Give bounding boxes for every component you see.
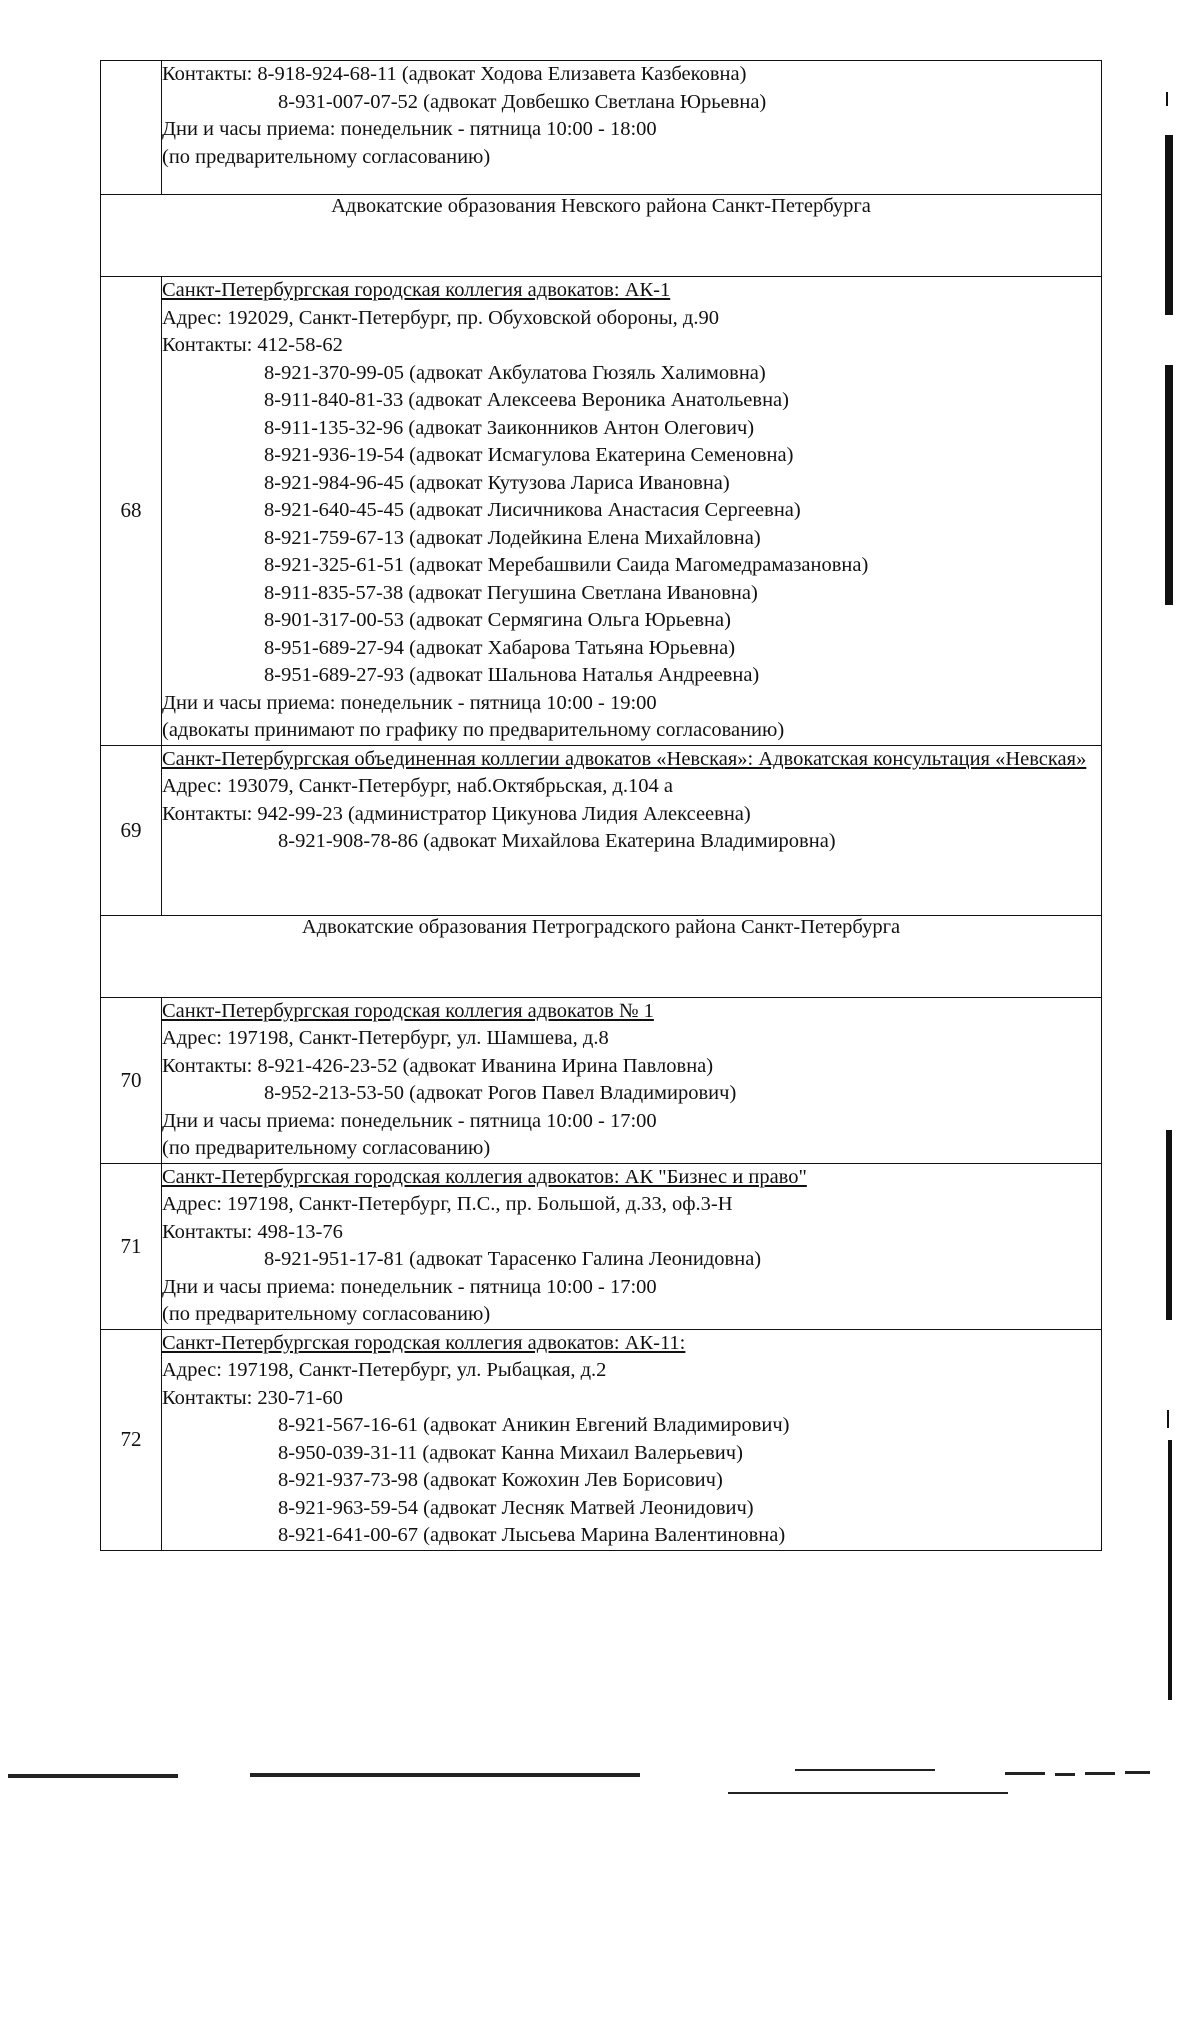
- scan-artifact: [1125, 1771, 1150, 1774]
- phone-line: 8-952-213-53-50 (адвокат Рогов Павел Владимирович): [264, 1082, 737, 1104]
- phone-line: 8-931-007-07-52 (адвокат Довбешко Светлана Юрьевна): [278, 90, 767, 113]
- phone-line: 8-921-936-19-54 (адвокат Исмагулова Екатерина Семеновна): [264, 444, 794, 466]
- hours-line: Дни и часы приема: понедельник - пятница 10:00 - 18:00: [162, 118, 657, 140]
- phone-line: 8-921-370-99-05 (адвокат Акбулатова Гюзяль Халимовна): [264, 361, 766, 384]
- contacts-line: Контакты: 498-13-76: [162, 1220, 343, 1243]
- row-number: 71: [101, 1163, 162, 1329]
- contacts-line: Контакты: 8-918-924-68-11 (адвокат Ходова Елизавета Казбековна): [162, 63, 747, 85]
- address-line: Адрес: 197198, Санкт-Петербург, П.С., пр. Большой, д.33, оф.3-Н: [162, 1193, 733, 1215]
- scan-artifact: [1166, 1130, 1172, 1320]
- row-number: 68: [101, 277, 162, 746]
- org-name: Санкт-Петербургская городская коллегия адвокатов: АК "Бизнес и право": [162, 1165, 807, 1188]
- scan-artifact: [1165, 365, 1173, 605]
- address-line: Адрес: 197198, Санкт-Петербург, ул. Шамшева, д.8: [162, 1027, 609, 1049]
- phone-line: 8-911-840-81-33 (адвокат Алексеева Вероника Анатольевна): [264, 389, 789, 411]
- scan-artifact: [1165, 135, 1173, 315]
- hours-line: Дни и часы приема: понедельник - пятница 10:00 - 19:00: [162, 691, 657, 714]
- table-row: [101, 277, 1102, 746]
- scan-artifact: [1166, 92, 1168, 106]
- contacts-line: Контакты: 942-99-23 (администратор Цикунова Лидия Алексеевна): [162, 802, 751, 825]
- row-number: 70: [101, 997, 162, 1163]
- scan-artifact: [728, 1792, 1008, 1794]
- attorney-table: [100, 60, 1102, 1551]
- phone-line: 8-921-951-17-81 (адвокат Тарасенко Галина Леонидовна): [264, 1248, 762, 1270]
- entry-body: [162, 1329, 1102, 1550]
- phone-line: 8-950-039-31-11 (адвокат Канна Михаил Валерьевич): [278, 1441, 743, 1464]
- phone-line: 8-921-984-96-45 (адвокат Кутузова Лариса Ивановна): [264, 471, 730, 494]
- note-line: (по предварительному согласованию): [162, 145, 491, 168]
- note-line: (адвокаты принимают по графику по предварительному согласованию): [162, 719, 785, 741]
- table-row: [101, 1163, 1102, 1329]
- entry-body: [162, 745, 1102, 915]
- table-row: [101, 1329, 1102, 1550]
- org-name: Санкт-Петербургская городская коллегия адвокатов: АК-1: [162, 279, 671, 301]
- phone-line: 8-921-325-61-51 (адвокат Меребашвили Саида Магомедрамазановна): [264, 554, 869, 576]
- phone-line: 8-911-835-57-38 (адвокат Пегушина Светлана Ивановна): [264, 581, 758, 604]
- scan-artifact: [1005, 1772, 1045, 1775]
- section-row: [101, 195, 1102, 277]
- entry-body: [162, 61, 1102, 195]
- entry-body: [162, 277, 1102, 746]
- row-number: 72: [101, 1329, 162, 1550]
- table-row: [101, 61, 1102, 195]
- org-name: Санкт-Петербургская объединенная коллегии адвокатов «Невская»: Адвокатская консультация «Невская»: [162, 747, 1087, 770]
- phone-line: 8-921-963-59-54 (адвокат Лесняк Матвей Леонидович): [278, 1496, 754, 1519]
- phone-line: 8-921-937-73-98 (адвокат Кожохин Лев Борисович): [278, 1469, 723, 1491]
- phone-line: 8-951-689-27-93 (адвокат Шальнова Наталья Андреевна): [264, 664, 760, 686]
- scan-artifact: [8, 1774, 178, 1778]
- contacts-line: Контакты: 8-921-426-23-52 (адвокат Иванина Ирина Павловна): [162, 1054, 714, 1077]
- contacts-line: Контакты: 230-71-60: [162, 1386, 343, 1409]
- note-line: (по предварительному согласованию): [162, 1303, 491, 1325]
- address-line: Адрес: 193079, Санкт-Петербург, наб.Октябрьская, д.104 а: [162, 775, 674, 797]
- section-row: [101, 915, 1102, 997]
- phone-line: 8-921-567-16-61 (адвокат Аникин Евгений Владимирович): [278, 1414, 790, 1436]
- row-number: 69: [101, 745, 162, 915]
- address-line: Адрес: 192029, Санкт-Петербург, пр. Обуховской обороны, д.90: [162, 306, 719, 329]
- phone-line: 8-921-908-78-86 (адвокат Михайлова Екатерина Владимировна): [278, 830, 836, 852]
- scan-artifact: [1085, 1772, 1115, 1775]
- org-name: Санкт-Петербургская городская коллегия адвокатов: АК-11:: [162, 1331, 686, 1354]
- phone-line: 8-921-641-00-67 (адвокат Лысьева Марина Валентиновна): [278, 1524, 786, 1546]
- entry-body: [162, 1163, 1102, 1329]
- scan-artifact: [250, 1773, 640, 1777]
- row-number: [101, 61, 162, 195]
- contacts-line: Контакты: 412-58-62: [162, 334, 343, 356]
- section-title-nevsky: Адвокатские образования Невского района Санкт-Петербурга: [101, 195, 1102, 277]
- table-row: [101, 997, 1102, 1163]
- phone-line: 8-901-317-00-53 (адвокат Сермягина Ольга Юрьевна): [264, 609, 731, 631]
- scan-artifact: [1055, 1773, 1075, 1776]
- entry-body: [162, 997, 1102, 1163]
- scan-artifact: [1167, 1410, 1169, 1428]
- phone-line: 8-951-689-27-94 (адвокат Хабарова Татьяна Юрьевна): [264, 636, 736, 659]
- scan-artifact: [1168, 1440, 1172, 1700]
- section-title-petrograd: Адвокатские образования Петроградского района Санкт-Петербурга: [101, 915, 1102, 997]
- org-name: Санкт-Петербургская городская коллегия адвокатов № 1: [162, 999, 654, 1022]
- phone-line: 8-911-135-32-96 (адвокат Заиконников Антон Олегович): [264, 416, 755, 439]
- address-line: Адрес: 197198, Санкт-Петербург, ул. Рыбацкая, д.2: [162, 1359, 607, 1381]
- scan-artifact: [795, 1769, 935, 1771]
- phone-line: 8-921-759-67-13 (адвокат Лодейкина Елена Михайловна): [264, 526, 761, 549]
- table-row: [101, 745, 1102, 915]
- hours-line: Дни и часы приема: понедельник - пятница 10:00 - 17:00: [162, 1109, 657, 1132]
- phone-line: 8-921-640-45-45 (адвокат Лисичникова Анастасия Сергеевна): [264, 499, 801, 521]
- note-line: (по предварительному согласованию): [162, 1137, 491, 1159]
- hours-line: Дни и часы приема: понедельник - пятница 10:00 - 17:00: [162, 1275, 657, 1298]
